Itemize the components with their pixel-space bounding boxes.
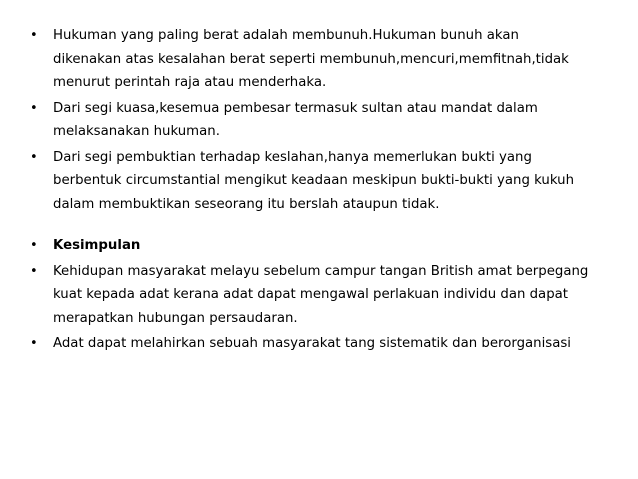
bullet-dot: • <box>30 100 38 116</box>
bullet-item-pembuktian <box>30 146 590 217</box>
bullet-item-kuasa <box>30 97 590 144</box>
bullet-dot: • <box>30 263 38 279</box>
bullet-text: Dari segi pembuktian terhadap keslahan,hanya memerlukan bukti yang berbentuk circumstantial mengikut keadaan meskipun bukti-bukti yang kukuh dalam membuktikan seseorang itu berslah ataupun tidak. <box>53 149 574 212</box>
bullet-item-kehidupan <box>30 260 590 331</box>
bullet-text: Adat dapat melahirkan sebuah masyarakat tang sistematik dan berorganisasi <box>53 336 571 351</box>
bullet-dot: • <box>30 28 38 43</box>
bullet-item-hukuman-berat <box>30 24 590 95</box>
bullet-text: Hukuman yang paling berat adalah membunuh.Hukuman bunuh akan dikenakan atas kesalahan berat seperti membunuh,mencuri,memfitnah,tidak menurut perintah raja atau menderhaka. <box>53 28 569 90</box>
bullet-dot: • <box>30 149 38 165</box>
bullet-item-kesimpulan-heading <box>30 234 590 258</box>
section-heading: Kesimpulan <box>53 238 141 253</box>
bullet-list <box>30 24 590 358</box>
bullet-dot: • <box>30 336 38 351</box>
bullet-text: Kehidupan masyarakat melayu sebelum campur tangan British amat berpegang kuat kepada adat kerana adat dapat mengawal perlakuan individu dan dapat merapatkan hubungan persaudaran. <box>53 263 589 326</box>
bullet-dot: • <box>30 238 38 253</box>
bullet-text: Dari segi kuasa,kesemua pembesar termasuk sultan atau mandat dalam melaksanakan hukuman. <box>53 100 538 139</box>
bullet-item-adat <box>30 332 590 356</box>
